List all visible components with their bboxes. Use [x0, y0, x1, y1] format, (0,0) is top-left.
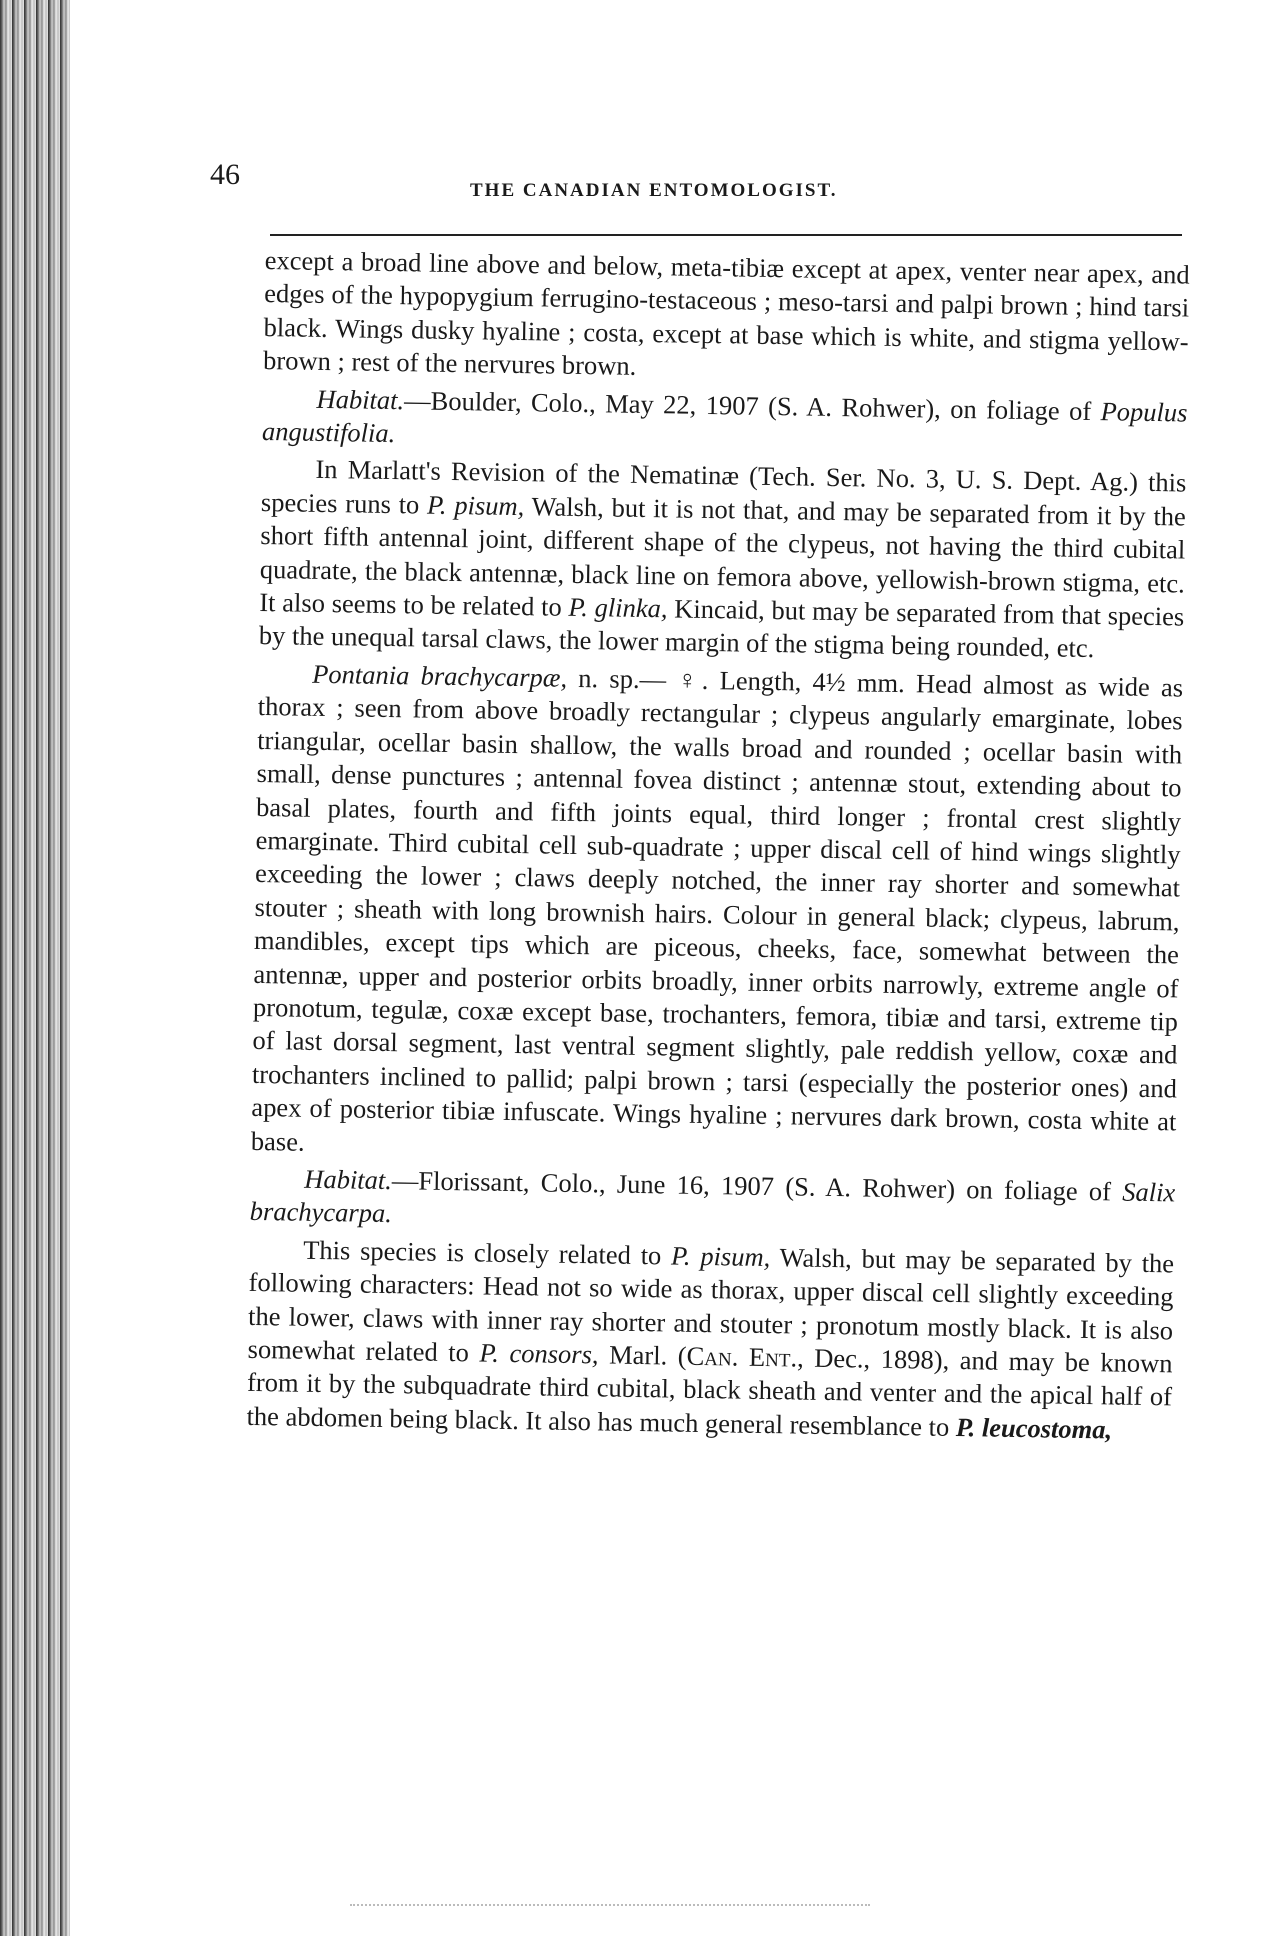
article-body — [246, 244, 1190, 1452]
species-name: P. glinka, — [568, 591, 668, 624]
paragraph-relationships: This species is closely related to P. pisum, Walsh, but may be separated by the following characters: Head not so wide as thorax, upper discal cell slightly exceeding the lower, claws with inner ray shorter and stouter ; pronotum mostly black. It is also somewhat related to P. consors, Marl. (Can. Ent., Dec., 1898), and may be known from it by the subquadrate third cubital, black sheath and venter and the apical half of the abdomen being black. It also has much general resemblance to P. leucostoma, — [246, 1234, 1175, 1445]
new-species-name: Pontania brachycarpæ, — [312, 658, 568, 693]
journal-abbrev: Can. Ent. — [686, 1340, 798, 1373]
host-plant-name: Salix brachycarpa. — [249, 1176, 1176, 1229]
paragraph-habitat-florissant: Habitat.—Florissant, Colo., June 16, 1907 (S. A. Rohwer) on foliage of Salix brachycarpa. — [249, 1163, 1176, 1229]
paragraph-species-description: Pontania brachycarpæ, n. sp.— ♀. Length, 4½ mm. Head almost as wide as thorax ; seen from above broadly rectangular ; clypeus angularly emarginate, lobes triangular, ocellar basin shallow, the walls broad and rounded ; ocellar basin with small, dense punctures ; antennal fovea distinct ; antennæ stout, extending about to basal plates, fourth and fifth joints equal, third longer ; frontal crest slightly emarginate. Third cubital cell sub-quadrate ; upper discal cell of hind wings slightly exceeding the lower ; claws deeply notched, the inner ray shorter and somewhat stouter ; sheath with long brownish hairs. Colour in general black; clypeus, labrum, mandibles, except tips which are piceous, cheeks, face, somewhat between the antennæ, upper and posterior orbits broadly, inner orbits narrowly, extreme angle of pronotum, tegulæ, coxæ except base, trochanters, femora, tibiæ and tarsi, extreme tip of last dorsal segment, last ventral segment slightly, pale reddish yellow, coxæ and trochanters inclined to pallid; palpi brown ; tarsi (especially the posterior ones) and apex of posterior tibiæ infuscate. Wings hyaline ; nervures dark brown, costa white at base. — [250, 658, 1184, 1157]
page-bottom-mark — [350, 1904, 870, 1906]
paragraph-marlatt-revision: In Marlatt's Revision of the Nematinæ (Tech. Ser. No. 3, U. S. Dept. Ag.) this species runs to P. pisum, Walsh, but it is not that, and may be separated from it by the short fifth antennal joint, different shape of the clypeus, not having the third cubital quadrate, the black antennæ, black line on femora above, yellowish-brown stigma, etc. It also seems to be related to P. glinka, Kincaid, but may be separated from that species by the unequal tarsal claws, the lower margin of the stigma being rounded, etc. — [258, 454, 1187, 664]
species-name: P. pisum, — [670, 1240, 771, 1272]
habitat-label: Habitat. — [316, 383, 405, 415]
species-name: P. leucostoma, — [955, 1411, 1113, 1445]
paragraph-habitat-boulder: Habitat.—Boulder, Colo., May 22, 1907 (S. A. Rohwer), on foliage of Populus angustifolia. — [261, 383, 1188, 449]
paragraph-description-end: except a broad line above and below, meta-tibiæ except at apex, venter near apex, and edges of the hypopygium ferrugino-testaceous ; meso-tarsi and palpi brown ; hind tarsi black. Wings dusky hyaline ; costa, except at base which is white, and stigma yellow-brown ; rest of the nervures brown. — [262, 244, 1190, 382]
page-header — [210, 158, 1190, 201]
habitat-label: Habitat. — [304, 1163, 393, 1196]
species-name: P. consors, — [479, 1337, 599, 1370]
book-binding-edge — [0, 0, 70, 1936]
header-rule — [270, 234, 1182, 236]
running-head: THE CANADIAN ENTOMOLOGIST. — [470, 180, 838, 201]
host-plant-name: Populus angustifolia. — [261, 395, 1188, 449]
species-name: P. pisum, — [426, 489, 525, 521]
page-number: 46 — [210, 158, 240, 191]
